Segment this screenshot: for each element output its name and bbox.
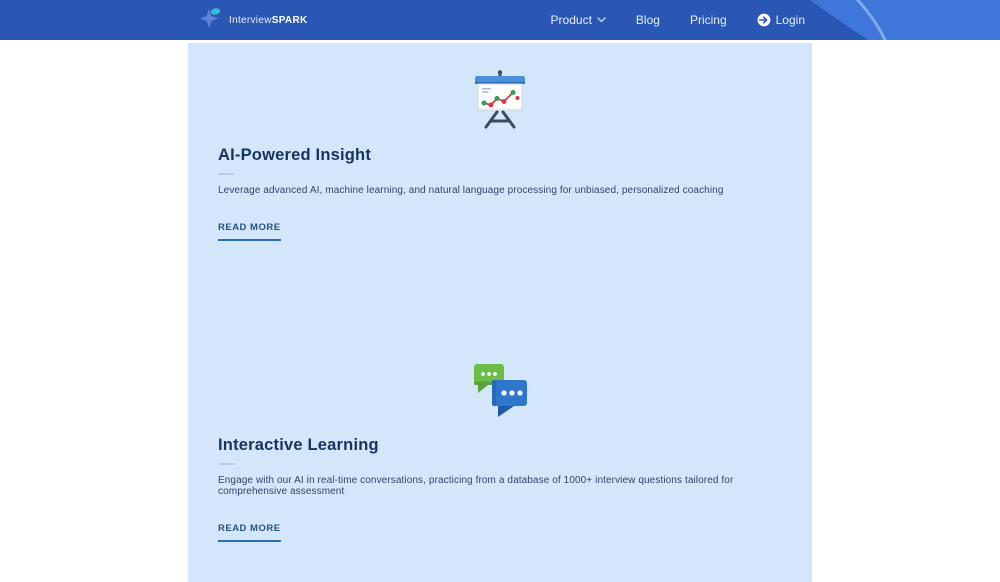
- nav-menu: [551, 13, 805, 27]
- top-navbar: [0, 0, 1000, 40]
- login-button[interactable]: Login: [757, 13, 805, 27]
- chat-bubbles-icon: [469, 357, 531, 419]
- nav-item-blog[interactable]: Blog: [635, 13, 660, 27]
- read-more-link[interactable]: READ MORE: [218, 222, 281, 241]
- feature-icon-wrap: [218, 69, 782, 134]
- read-more-link[interactable]: READ MORE: [218, 523, 281, 542]
- feature-ai-powered-insight: [218, 69, 782, 241]
- content-card: [188, 43, 812, 582]
- feature-title: AI-Powered Insight: [218, 146, 372, 164]
- chevron-down-icon: [597, 17, 606, 23]
- nav-item-pricing[interactable]: Pricing: [689, 13, 727, 27]
- title-divider: [218, 463, 234, 465]
- presentation-chart-icon: [472, 69, 528, 129]
- feature-description: Engage with our AI in real-time conversations, practicing from a database of 1000+ interview questions tailored for comprehensive assessment: [218, 475, 734, 497]
- feature-interactive-learning: [218, 357, 782, 542]
- brand-name: InterviewSPARK: [229, 14, 308, 26]
- feature-description: Leverage advanced AI, machine learning, and natural language processing for unbiased, personalized coaching: [218, 185, 724, 196]
- nav-item-product[interactable]: Product: [551, 13, 606, 27]
- brand-logo[interactable]: [200, 7, 307, 33]
- sparkle-logo-icon: [200, 7, 224, 33]
- feature-title: Interactive Learning: [218, 436, 379, 454]
- feature-icon-wrap: [218, 357, 782, 424]
- title-divider: [218, 173, 234, 175]
- sign-in-icon: [757, 13, 771, 27]
